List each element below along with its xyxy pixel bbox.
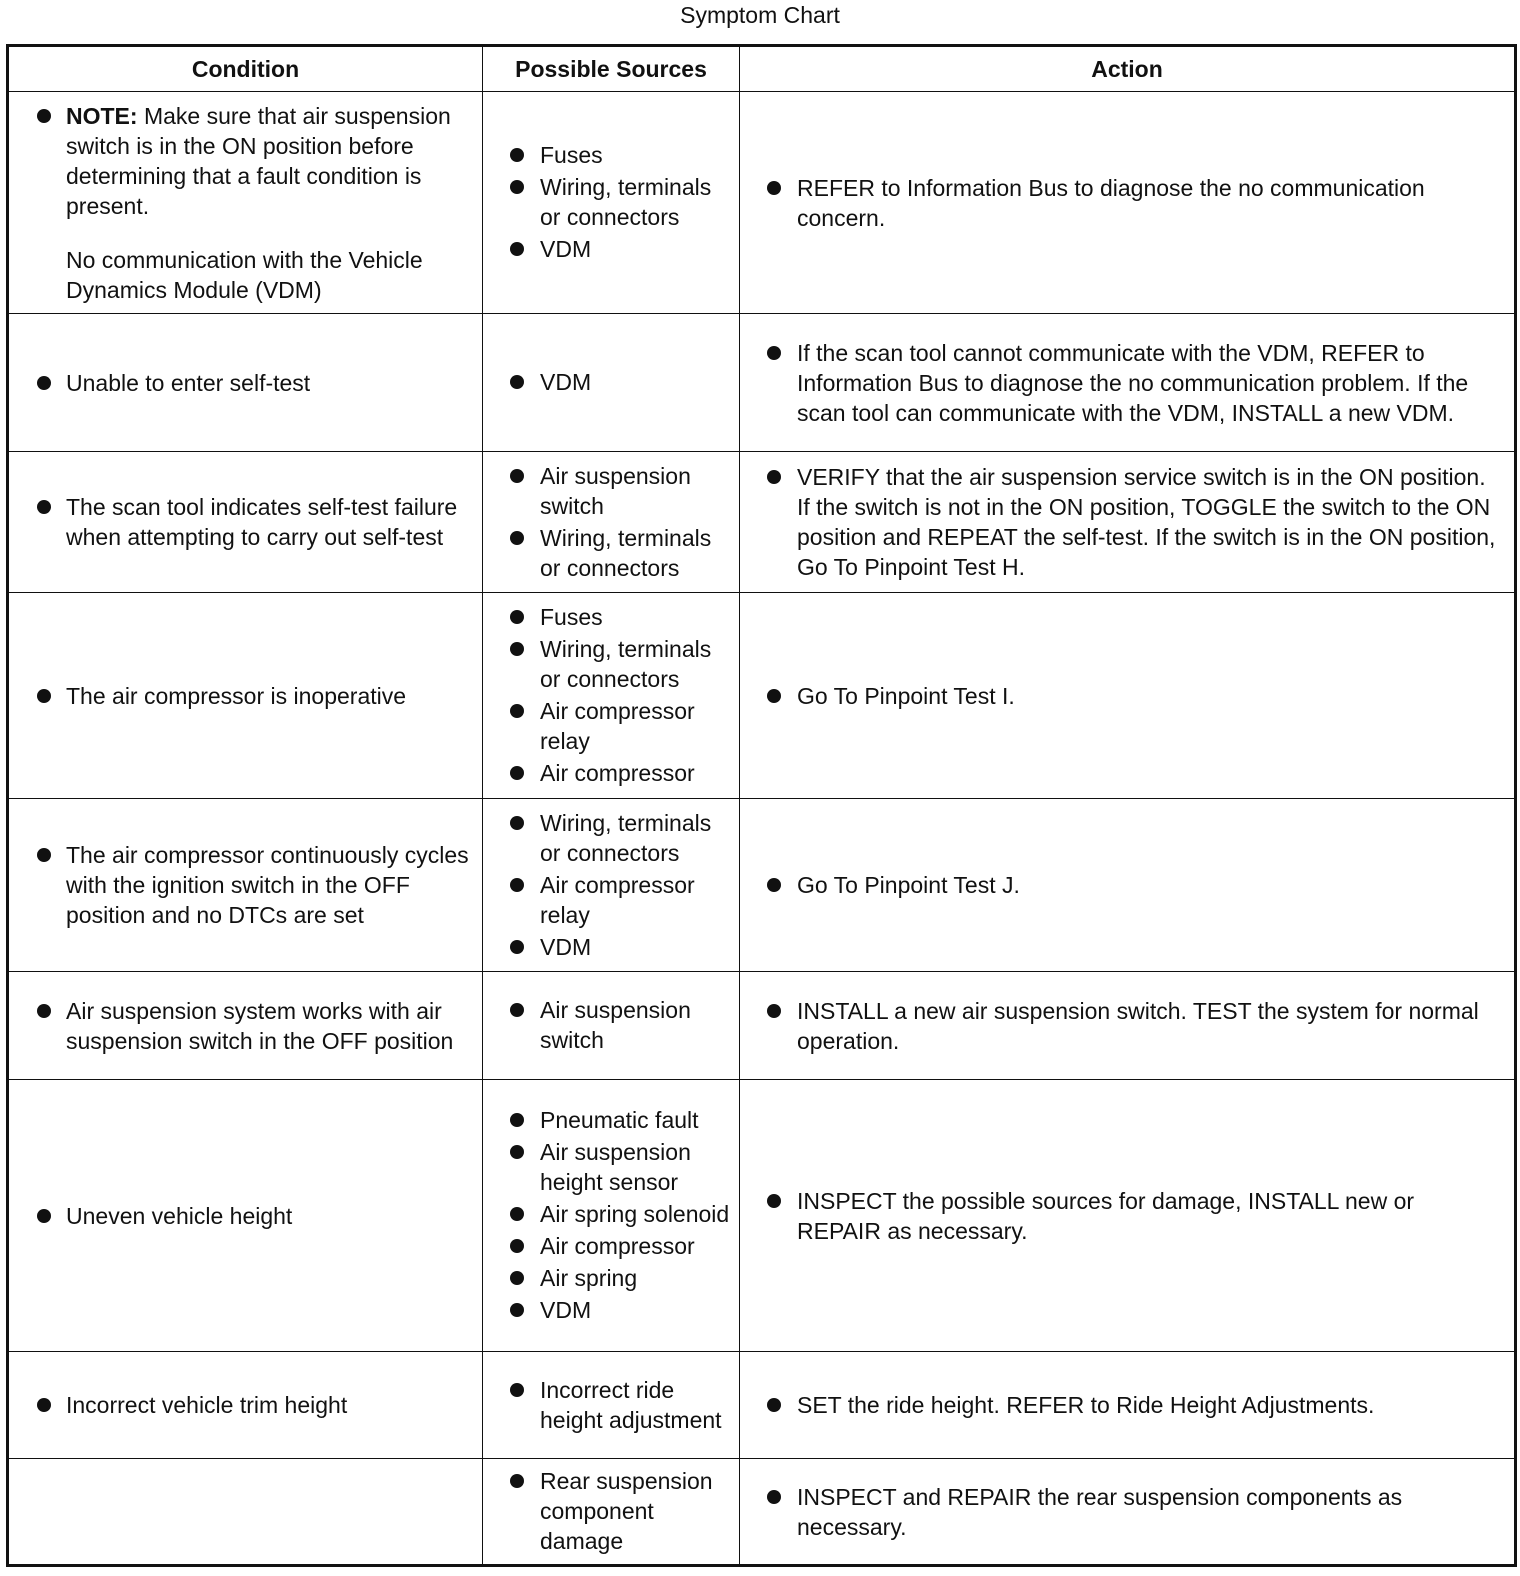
sources-cell [483, 452, 740, 593]
condition-item: The air compressor is inoperative [9, 681, 482, 711]
action-item: REFER to Information Bus to diagnose the no communication concern. [740, 173, 1514, 233]
action-item: INSTALL a new air suspension switch. TEST the system for normal operation. [740, 996, 1514, 1056]
condition-item: Uneven vehicle height [9, 1201, 482, 1231]
sources-cell [483, 593, 740, 799]
action-cell [740, 452, 1516, 593]
action-item: INSPECT the possible sources for damage, INSTALL new or REPAIR as necessary. [740, 1186, 1514, 1246]
source-item: Air spring solenoid [483, 1199, 739, 1229]
source-item: VDM [483, 367, 739, 397]
condition-text: No communication with the Vehicle Dynamics Module (VDM) [66, 246, 423, 303]
condition-item: The air compressor continuously cycles with the ignition switch in the OFF position and no DTCs are set [9, 840, 482, 930]
header-action: Action [740, 46, 1516, 92]
source-item: Incorrect ride height adjustment [483, 1375, 739, 1435]
table-row [8, 92, 1516, 314]
source-item: Rear suspension component damage [483, 1466, 739, 1556]
condition-cell [8, 972, 483, 1080]
action-item: If the scan tool cannot communicate with the VDM, REFER to Information Bus to diagnose the no communication problem. If the scan tool can communicate with the VDM, INSTALL a new VDM. [740, 338, 1514, 428]
source-item: Air suspension switch [483, 461, 739, 521]
source-item: Air compressor relay [483, 870, 739, 930]
condition-cell [8, 314, 483, 452]
source-item: Air compressor [483, 1231, 739, 1261]
action-cell [740, 314, 1516, 452]
condition-item: Unable to enter self-test [9, 368, 482, 398]
sources-cell [483, 972, 740, 1080]
source-item: Air suspension switch [483, 995, 739, 1055]
header-row [8, 46, 1516, 92]
sources-cell [483, 92, 740, 314]
symptom-chart-table [6, 44, 1517, 1567]
source-item: Wiring, terminals or connectors [483, 808, 739, 868]
action-cell [740, 593, 1516, 799]
sources-cell [483, 799, 740, 972]
action-item: VERIFY that the air suspension service switch is in the ON position. If the switch is not in the ON position, TOGGLE the switch to the ON position and REPEAT the self-test. If the switch is in the ON position, Go To Pinpoint Test H. [740, 462, 1514, 582]
condition-item: The scan tool indicates self-test failure when attempting to carry out self-test [9, 492, 482, 552]
condition-cell [8, 92, 483, 314]
condition-item [9, 101, 482, 221]
source-item: VDM [483, 1295, 739, 1325]
table-row [8, 972, 1516, 1080]
condition-cell [8, 1459, 483, 1566]
sources-cell [483, 1352, 740, 1459]
source-item: VDM [483, 932, 739, 962]
header-possible-sources: Possible Sources [483, 46, 740, 92]
source-item: Fuses [483, 140, 739, 170]
sources-cell [483, 314, 740, 452]
table-row [8, 1352, 1516, 1459]
source-item: Wiring, terminals or connectors [483, 634, 739, 694]
source-item: Air spring [483, 1263, 739, 1293]
condition-item: Air suspension system works with air suspension switch in the OFF position [9, 996, 482, 1056]
action-cell [740, 92, 1516, 314]
action-cell [740, 799, 1516, 972]
table-row [8, 452, 1516, 593]
source-item: Air suspension height sensor [483, 1137, 739, 1197]
condition-cell [8, 799, 483, 972]
condition-cell [8, 1352, 483, 1459]
source-item: Pneumatic fault [483, 1105, 739, 1135]
sources-cell [483, 1080, 740, 1352]
action-cell [740, 972, 1516, 1080]
table-row [8, 1459, 1516, 1566]
table-row [8, 1080, 1516, 1352]
table-row [8, 799, 1516, 972]
action-cell [740, 1080, 1516, 1352]
condition-cell [8, 452, 483, 593]
condition-item: Incorrect vehicle trim height [9, 1390, 482, 1420]
source-item: Wiring, terminals or connectors [483, 523, 739, 583]
action-cell [740, 1459, 1516, 1566]
source-item: VDM [483, 234, 739, 264]
action-cell [740, 1352, 1516, 1459]
source-item: Air compressor relay [483, 696, 739, 756]
note-label: NOTE: [66, 102, 138, 129]
table-row [8, 593, 1516, 799]
page-title: Symptom Chart [680, 2, 840, 28]
action-item: Go To Pinpoint Test I. [740, 681, 1514, 711]
action-item: SET the ride height. REFER to Ride Height Adjustments. [740, 1390, 1514, 1420]
sources-cell [483, 1459, 740, 1566]
source-item: Air compressor [483, 758, 739, 788]
table-row [8, 314, 1516, 452]
action-item: Go To Pinpoint Test J. [740, 870, 1514, 900]
action-item: INSPECT and REPAIR the rear suspension components as necessary. [740, 1482, 1514, 1542]
source-item: Wiring, terminals or connectors [483, 172, 739, 232]
source-item: Fuses [483, 602, 739, 632]
note-text: Make sure that air suspension switch is in the ON position before determining that a fault condition is present. [66, 102, 451, 219]
condition-cell [8, 593, 483, 799]
header-condition: Condition [8, 46, 483, 92]
condition-cell [8, 1080, 483, 1352]
